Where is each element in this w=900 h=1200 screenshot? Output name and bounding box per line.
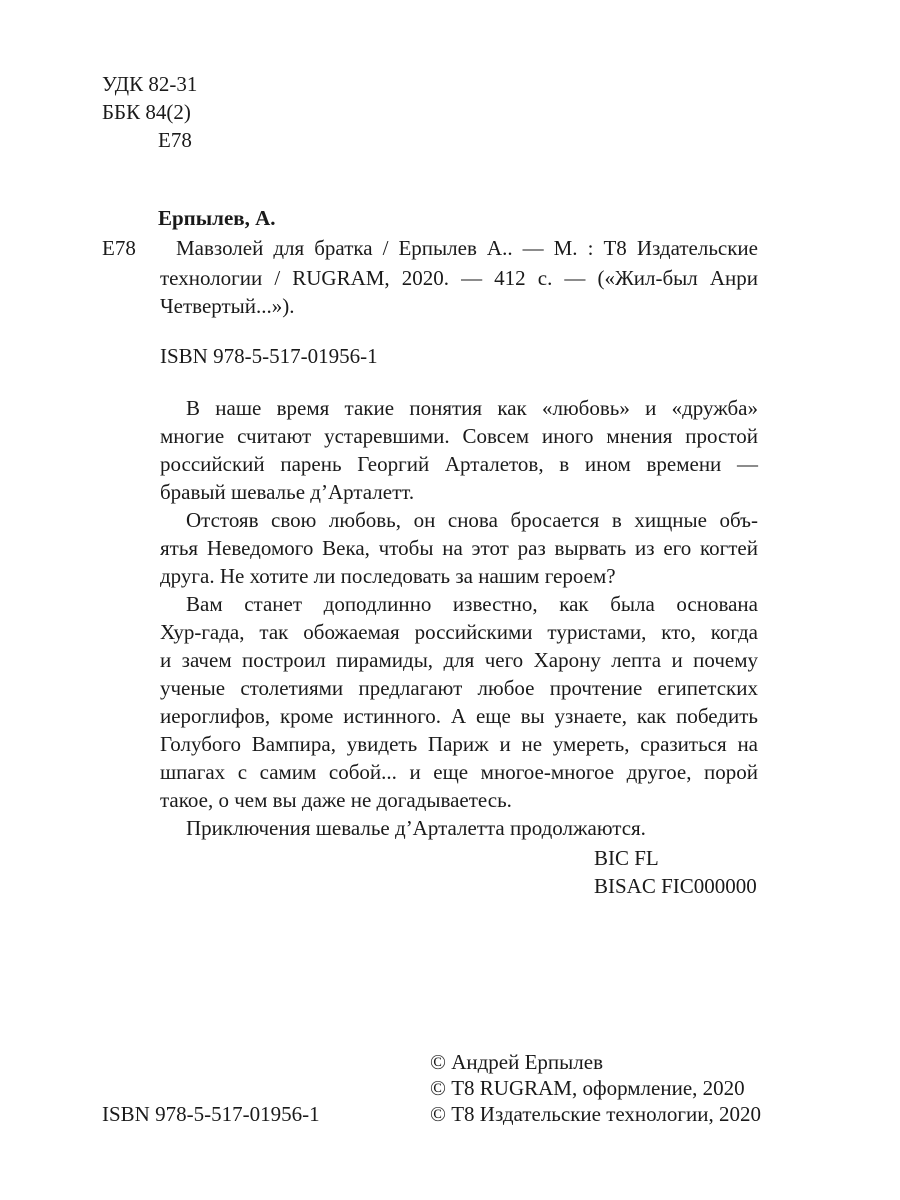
bbk-code: ББК 84(2) bbox=[102, 100, 191, 124]
annotation-line: ученые столетиями предлагают любое прочтение египетских bbox=[160, 676, 758, 700]
annotation-line: Голубого Вампира, увидеть Париж и не умереть, сразиться на bbox=[160, 732, 758, 756]
annotation-line: бравый шевалье д’Арталетт. bbox=[160, 480, 415, 504]
annotation-line: шпагах с самим собой... и еще многое-многое другое, порой bbox=[160, 760, 758, 784]
footer-isbn: ISBN 978-5-517-01956-1 bbox=[102, 1102, 320, 1126]
copyright-line: © Т8 Издательские технологии, 2020 bbox=[430, 1102, 761, 1126]
author-mark: Е78 bbox=[158, 128, 192, 152]
bic-code: BIC FL bbox=[594, 846, 659, 870]
author-name: Ерпылев, А. bbox=[158, 206, 276, 230]
annotation-line: многие считают устаревшими. Совсем иного мнения простой bbox=[160, 424, 758, 448]
annotation-line: Вам станет доподлинно известно, как была основана bbox=[186, 592, 758, 616]
copyright-line: © Андрей Ерпылев bbox=[430, 1050, 603, 1074]
annotation-line: друга. Не хотите ли последовать за нашим героем? bbox=[160, 564, 616, 588]
bibliography-line: Мавзолей для братка / Ерпылев А.. — М. : Т8 Издательские bbox=[176, 236, 758, 260]
annotation-line: такое, о чем вы даже не догадываетесь. bbox=[160, 788, 512, 812]
annotation-line: ятья Неведомого Века, чтобы на этот раз вырвать из его когтей bbox=[160, 536, 758, 560]
annotation-line: российский парень Георгий Арталетов, в ином времени — bbox=[160, 452, 758, 476]
annotation-line: иероглифов, кроме истинного. А еще вы узнаете, как победить bbox=[160, 704, 758, 728]
bibliography-line: технологии / RUGRAM, 2020. — 412 с. — («Жил-был Анри bbox=[160, 266, 758, 290]
annotation-line: В наше время такие понятия как «любовь» и «дружба» bbox=[186, 396, 758, 420]
udk-code: УДК 82-31 bbox=[102, 72, 198, 96]
annotation-line: Отстояв свою любовь, он снова бросается в хищные объ- bbox=[186, 508, 758, 532]
annotation-line: и зачем построил пирамиды, для чего Харону лепта и почему bbox=[160, 648, 758, 672]
bibliography-line: Четвертый...»). bbox=[160, 294, 295, 318]
copyright-line: © Т8 RUGRAM, оформление, 2020 bbox=[430, 1076, 745, 1100]
bibliography-isbn: ISBN 978-5-517-01956-1 bbox=[160, 344, 378, 368]
annotation-line: Хур-гада, так обожаемая российскими туристами, кто, когда bbox=[160, 620, 758, 644]
bibliography-code: Е78 bbox=[102, 236, 136, 260]
bisac-code: BISAC FIC000000 bbox=[594, 874, 757, 898]
annotation-line: Приключения шевалье д’Арталетта продолжаются. bbox=[186, 816, 646, 840]
